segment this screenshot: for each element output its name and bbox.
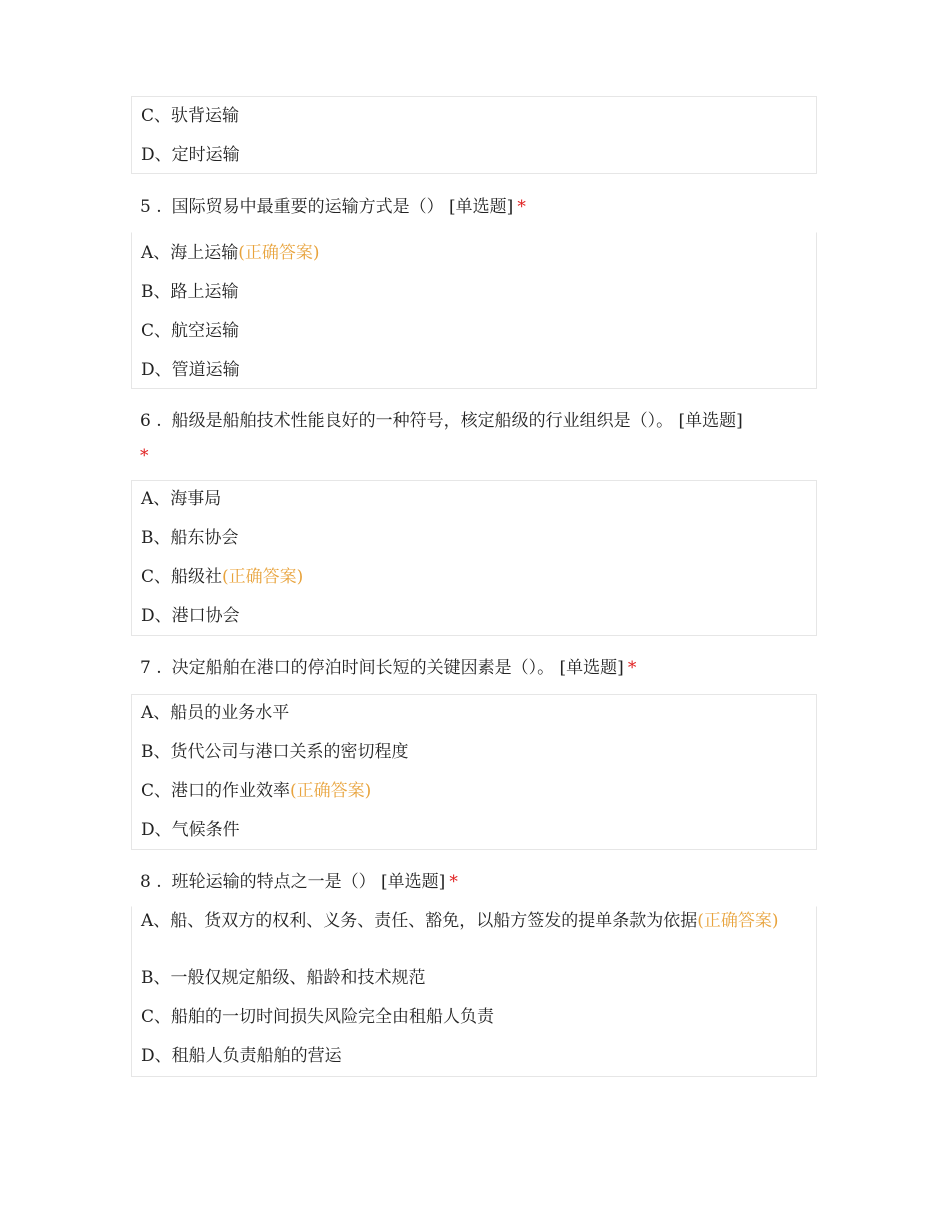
option-group-q7 — [131, 694, 817, 850]
required-star: * — [517, 197, 526, 217]
question-5-title — [140, 190, 820, 225]
required-star: * — [449, 872, 458, 892]
correct-answer-tag: (正确答案) — [290, 781, 372, 801]
question-6-title — [140, 404, 820, 474]
option-c — [141, 1005, 798, 1029]
question-text: 船级是船舶技术性能良好的一种符号，核定船级的行业组织是（）。 [单选题] — [171, 411, 743, 431]
correct-answer-tag: (正确答案) — [697, 911, 779, 931]
option-a — [141, 701, 798, 725]
option-text: B、路上运输 — [141, 282, 239, 302]
option-text: B、一般仅规定船级、船龄和技术规范 — [141, 968, 426, 988]
option-text: C、船级社 — [141, 567, 223, 587]
option-text: C、驮背运输 — [141, 106, 240, 126]
option-d — [141, 818, 798, 842]
option-b — [141, 740, 798, 764]
question-number: 5 . — [140, 197, 162, 217]
option-text: D、租船人负责船舶的营运 — [141, 1046, 342, 1066]
question-number: 6 . — [140, 411, 162, 431]
question-number: 8 . — [140, 872, 162, 892]
option-text: A、海事局 — [141, 489, 222, 509]
correct-answer-tag: (正确答案) — [238, 243, 320, 263]
question-text: 决定船舶在港口的停泊时间长短的关键因素是（）。 [单选题] — [171, 658, 624, 678]
correct-answer-tag: (正确答案) — [222, 567, 304, 587]
option-text: D、气候条件 — [141, 820, 240, 840]
option-a — [141, 241, 798, 265]
required-star: * — [140, 446, 149, 466]
option-d — [141, 143, 798, 167]
option-c — [141, 779, 798, 803]
option-c — [141, 565, 798, 589]
option-text: D、管道运输 — [141, 360, 240, 380]
option-group-q6 — [131, 480, 817, 636]
option-text: D、定时运输 — [141, 145, 240, 165]
option-text: B、货代公司与港口关系的密切程度 — [141, 742, 409, 762]
option-b — [141, 280, 798, 304]
question-number: 7 . — [140, 658, 162, 678]
option-text: A、海上运输 — [141, 243, 239, 263]
option-d — [141, 604, 798, 628]
question-text: 国际贸易中最重要的运输方式是（） [单选题] — [171, 197, 514, 217]
option-text: D、港口协会 — [141, 606, 240, 626]
option-text: B、船东协会 — [141, 528, 239, 548]
question-text: 班轮运输的特点之一是（） [单选题] — [171, 872, 446, 892]
question-7-title — [140, 651, 820, 686]
option-text: C、航空运输 — [141, 321, 240, 341]
option-text: C、港口的作业效率 — [141, 781, 291, 801]
question-8-title — [140, 865, 820, 900]
option-text: A、船、货双方的权利、义务、责任、豁免，以船方签发的提单条款为依据 — [141, 911, 698, 931]
option-d — [141, 358, 798, 382]
option-group-q8 — [131, 906, 817, 1077]
required-star: * — [627, 658, 637, 678]
option-group-q5 — [131, 232, 817, 389]
option-d — [141, 1044, 798, 1068]
option-b — [141, 526, 798, 550]
option-group-q4 — [131, 96, 817, 174]
option-b — [141, 966, 798, 990]
option-c — [141, 319, 798, 343]
option-a — [141, 487, 798, 511]
option-a — [141, 909, 798, 933]
option-text: C、船舶的一切时间损失风险完全由租船人负责 — [141, 1007, 495, 1027]
option-c — [141, 104, 798, 128]
option-text: A、船员的业务水平 — [141, 703, 290, 723]
